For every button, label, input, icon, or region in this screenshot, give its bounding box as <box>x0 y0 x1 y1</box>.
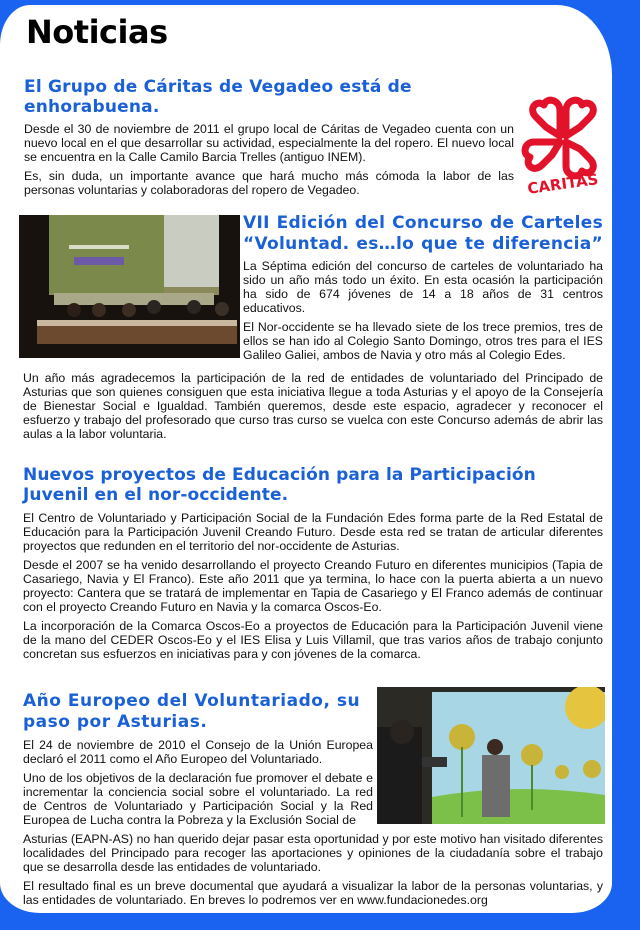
article-paragraph: La Séptima edición del concurso de carteles de voluntariado ha sido un año más todo un éxito. En esta ocasión la participación ha sido de 674 jóvenes de 14 a 18 años de 31 centros educativos. <box>243 259 603 315</box>
article-heading-line2: “Voluntad. es…lo que te diferencia” <box>243 234 603 254</box>
article-paragraph: Uno de los objetivos de la declaración fue promover el debate e incrementar la conciencia social sobre el voluntariado. La red de Centros de Voluntariado y Participación Social y la Red Europea de Lucha contra la Pobreza y la Exclusión Social de <box>23 771 373 827</box>
article-paragraph: Asturias (EAPN-AS) no han querido dejar pasar esta oportunidad y por este motivo han visitado diferentes localidades del Principado para recoger las aportaciones y opiniones de la ciudadanía sobre el trabajo que se desarrolla desde las entidades de voluntariado. <box>23 832 603 874</box>
article-paragraph: Un año más agradecemos la participación de la red de entidades de voluntariado del Principado de Asturias que son quienes consiguen que esta iniciativa llegue a toda Asturias y el apoyo de la Consejería de Bienestar Social e Igualdad. También queremos, desde este espacio, agradecer y reconocer el esfuerzo y trabajo del profesorado que curso tras curso se vuelca con este Concurso además de abrir las aulas a la labor voluntaria. <box>23 371 603 441</box>
caritas-cross-icon <box>516 91 610 195</box>
article-paragraph: El Nor-occidente se ha llevado siete de los trece premios, tres de ellos se han ido al Colegio Santo Domingo, otros tres para el IES Galileo Galiei, ambos de Navia y otro más al Colegio Edes. <box>243 320 603 362</box>
article-paragraph: El resultado final es un breve documental que ayudará a visualizar la labor de la personas voluntarias, y las entidades de voluntariado. En breves lo podremos ver en www.fundacionedes.org <box>23 879 603 907</box>
article-educacion <box>23 465 603 666</box>
caritas-logo <box>516 91 610 195</box>
article-heading: Nuevos proyectos de Educación para la Participación Juvenil en el nor-occidente. <box>23 465 536 505</box>
caritas-logo-text: CARITAS <box>526 170 600 195</box>
article-concurso-heading <box>243 213 603 255</box>
news-panel <box>0 5 612 913</box>
article-heading: El Grupo de Cáritas de Vegadeo está de enhorabuena. <box>24 77 412 117</box>
europeo-photo <box>377 687 605 824</box>
article-europeo-heading <box>23 691 375 733</box>
article-caritas <box>24 77 514 202</box>
article-concurso-body <box>243 259 603 367</box>
article-heading: Año Europeo del Voluntariado, su paso por Asturias. <box>23 691 361 732</box>
article-concurso-body-full <box>23 371 603 446</box>
page-title: Noticias <box>26 13 168 51</box>
concurso-photo <box>19 215 240 358</box>
article-paragraph: Desde el 2007 se ha venido desarrollando el proyecto Creando Futuro en diferentes municipios (Tapia de Casariego, Navia y El Franco). Este año 2011 que ya termina, lo hace con la puerta abierta a un nuevo proyecto: Cantera que se tratará de implementar en Tapia de Casariego y El Franco además de continuar con el proyecto Creando Futuro en Navia y la comarca Oscos-Eo. <box>23 558 603 614</box>
article-paragraph: El 24 de noviembre de 2010 el Consejo de la Unión Europea declaró el 2011 como el Año Europeo del Voluntariado. <box>23 738 373 766</box>
article-europeo-body-full <box>23 832 603 912</box>
article-paragraph: La incorporación de la Comarca Oscos-Eo a proyectos de Educación para la Participación Juvenil viene de la mano del CEDER Oscos-Eo y el IES Elisa y Luis Villamil, que tras varios años de trabajo conjunto concretan sus esfuerzos en iniciativas para y con jóvenes de la comarca. <box>23 619 603 661</box>
article-europeo-body <box>23 738 373 827</box>
article-heading-line1: VII Edición del Concurso de Carteles <box>243 213 603 233</box>
article-paragraph: Es, sin duda, un importante avance que hará mucho más cómoda la labor de las personas voluntarias y colaboradoras del ropero de Vegadeo. <box>24 169 514 197</box>
article-paragraph: Desde el 30 de noviembre de 2011 el grupo local de Cáritas de Vegadeo cuenta con un nuevo local en el que desarrollar su actividad, especialmente la del ropero. El nuevo local se encuentra en la Calle Camilo Barcia Trelles (antiguo INEM). <box>24 122 514 164</box>
article-paragraph: El Centro de Voluntariado y Participación Social de la Fundación Edes forma parte de la Red Estatal de Educación para la Participación Juvenil Creando Futuro. Desde esta red se tratan de articular diferentes proyectos que redunden en el territorio del nor-occidente de Asturias. <box>23 511 603 553</box>
